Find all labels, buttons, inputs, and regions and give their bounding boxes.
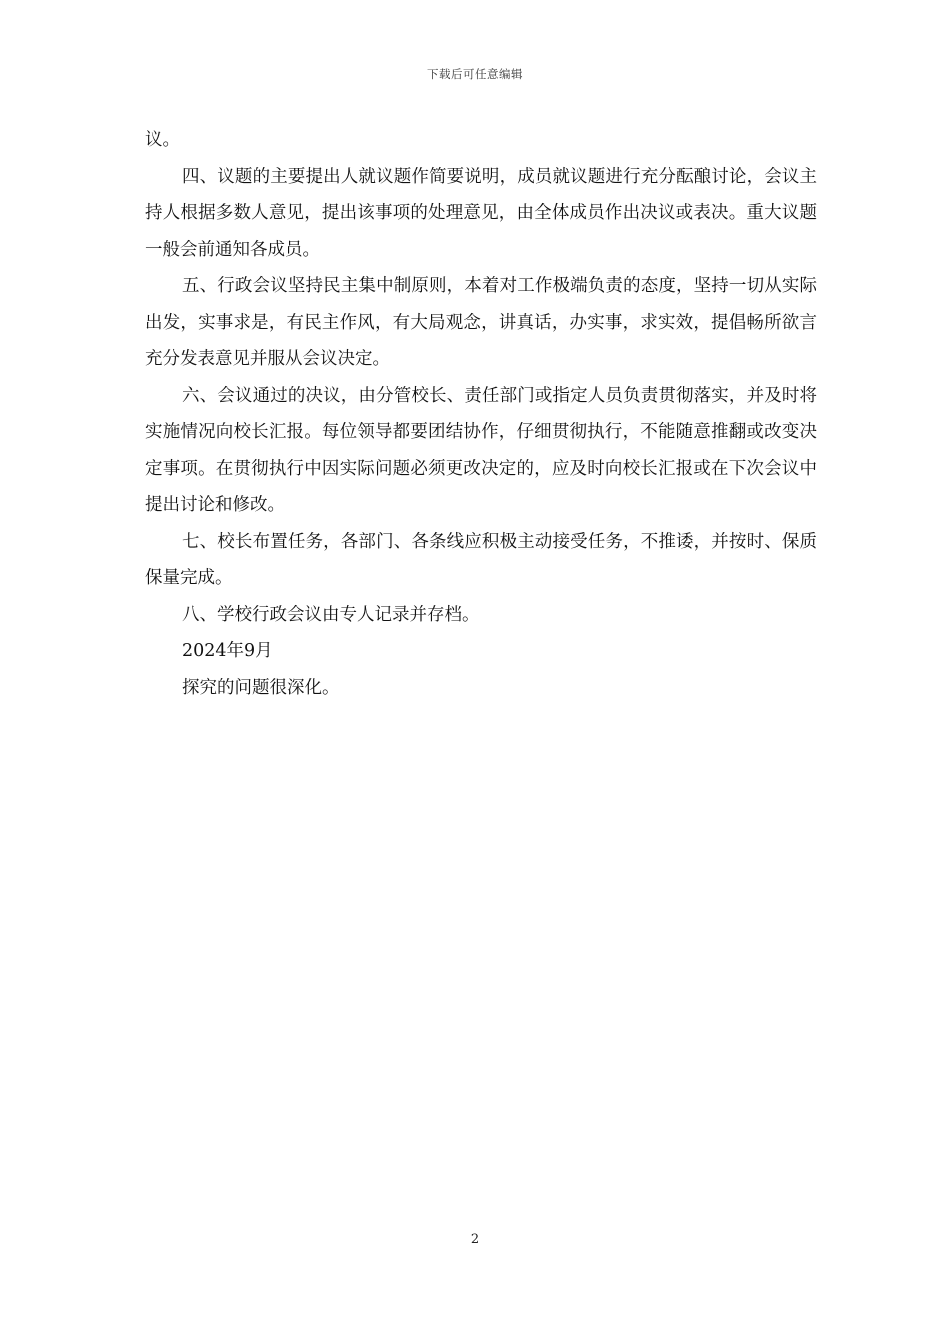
paragraph-continuation: 议。 <box>145 130 180 150</box>
page-header-note: 下载后可任意编辑 <box>427 67 523 81</box>
paragraph-item-8: 八、学校行政会议由专人记录并存档。 <box>182 604 480 625</box>
paragraph-item-7: 七、校长布置任务，各部门、各条线应积极主动接受任务，不推诿，并按时、保质保量完成。 <box>145 531 817 588</box>
page-number: 2 <box>470 1232 480 1247</box>
closing-remark: 探究的问题很深化。 <box>182 677 340 698</box>
paragraph-item-6: 六、会议通过的决议，由分管校长、责任部门或指定人员负责贯彻落实，并及时将实施情况向校长汇报。每位领导都要团结协作，仔细贯彻执行，不能随意推翻或改变决定事项。在贯彻执行中因实际问题必须更改决定的，应及时向校长汇报或在下次会议中提出讨论和修改。 <box>145 385 817 515</box>
paragraph-item-4: 四、议题的主要提出人就议题作简要说明，成员就议题进行充分酝酿讨论，会议主持人根据多数人意见，提出该事项的处理意见，由全体成员作出决议或表决。重大议题一般会前通知各成员。 <box>145 166 817 260</box>
paragraph-item-5: 五、行政会议坚持民主集中制原则，本着对工作极端负责的态度，坚持一切从实际出发，实事求是，有民主作风，有大局观念，讲真话，办实事，求实效，提倡畅所欲言充分发表意见并服从会议决定。 <box>145 276 817 369</box>
document-date: 2024年9月 <box>182 641 273 661</box>
document-body <box>145 122 817 706</box>
